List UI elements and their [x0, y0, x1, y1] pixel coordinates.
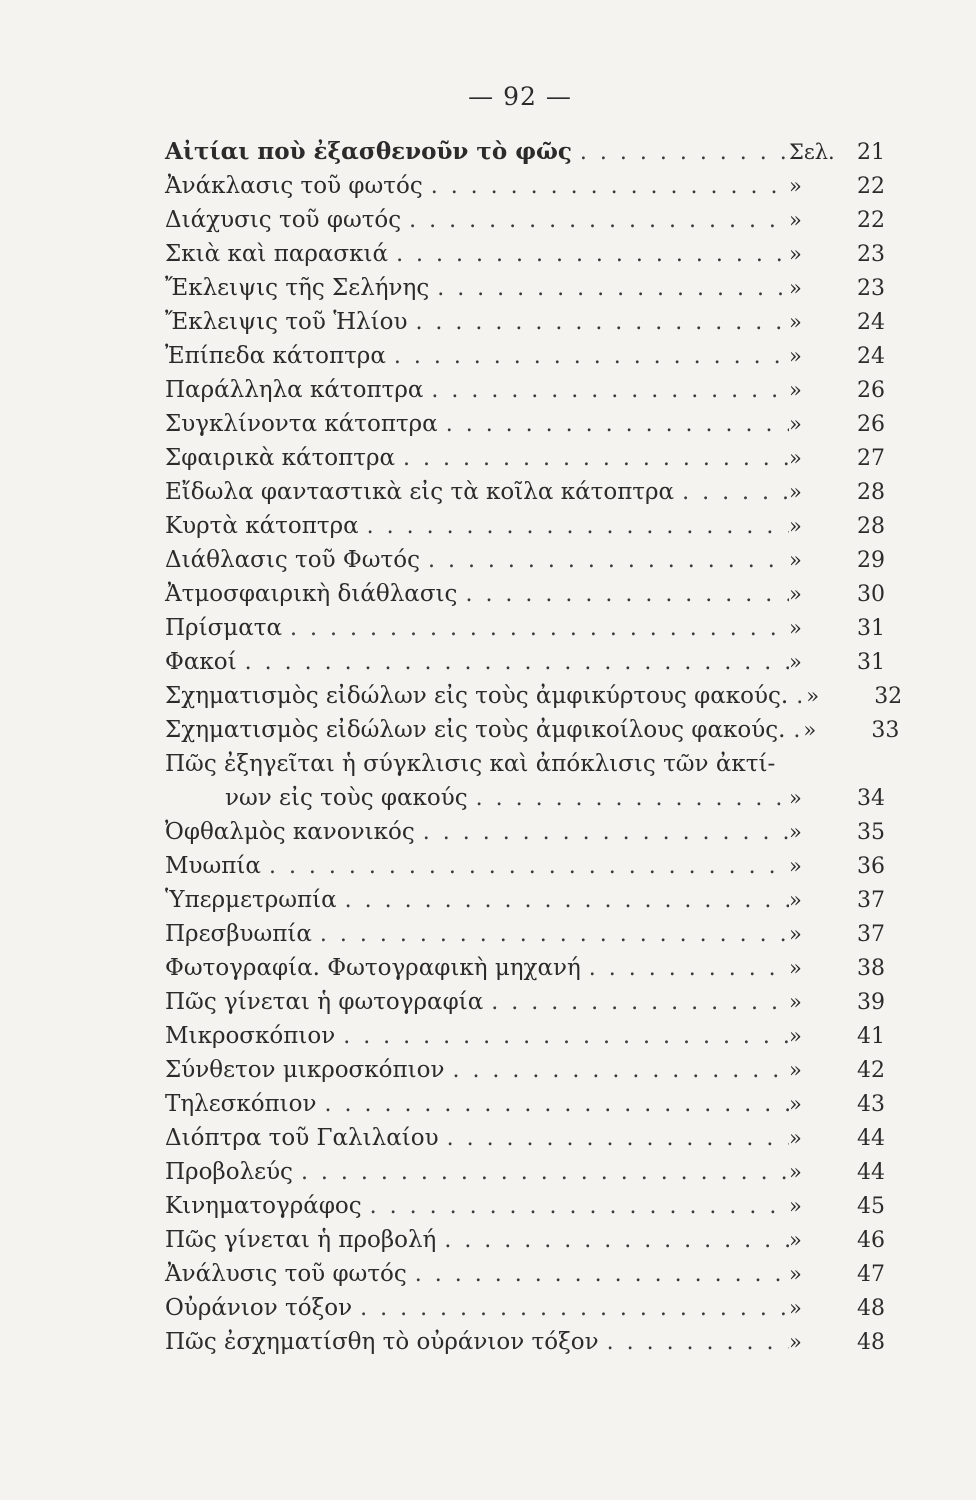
- toc-entry-page: 35: [857, 820, 885, 845]
- toc-entry-ditto: »: [789, 378, 802, 402]
- toc-entry: [165, 781, 885, 815]
- dot-leader: [415, 816, 789, 850]
- toc-entry: [165, 1291, 885, 1325]
- toc-entry-page: 36: [857, 854, 885, 879]
- toc-entry-title: Συγκλίνοντα κάτοπτρα: [165, 411, 438, 437]
- toc-entry: [165, 441, 885, 475]
- dot-leader: [317, 1088, 790, 1122]
- toc-entry: [165, 1087, 885, 1121]
- dot-leader: [785, 714, 803, 748]
- dot-leader: [362, 1190, 789, 1224]
- dot-leader: [457, 578, 789, 612]
- toc-entry-ditto: »: [789, 446, 802, 470]
- toc-entry-title: Σφαιρικὰ κάτοπτρα: [165, 445, 396, 471]
- toc-entry: [165, 1257, 885, 1291]
- toc-entry-ditto: »: [789, 1092, 802, 1116]
- toc-entry-ditto: »: [789, 514, 802, 538]
- toc-entry-title: Εἴδωλα φανταστικὰ εἰς τὰ κοῖλα κάτοπτρα: [165, 479, 675, 505]
- dot-leader: [407, 306, 789, 340]
- toc-entry-ditto: »: [803, 718, 817, 742]
- toc-entry-page: 27: [857, 446, 885, 471]
- toc-entry-title: νων εἰς τοὺς φακούς: [225, 785, 468, 811]
- toc-entry: [165, 1053, 885, 1087]
- toc-entry-page: 43: [857, 1092, 885, 1117]
- dot-leader: [407, 1258, 789, 1292]
- toc-entry-page: 44: [857, 1160, 885, 1185]
- toc-entry-ditto: »: [789, 956, 802, 980]
- toc-entry: [165, 1155, 885, 1189]
- toc-entry-ditto: »: [789, 1262, 802, 1286]
- toc-entry-title: Τηλεσκόπιον: [165, 1091, 317, 1117]
- toc-entry-title: Σχηματισμὸς εἰδώλων εἰς τοὺς ἀμφικοίλους φακούς.: [165, 717, 786, 743]
- toc-entry-title: Ἀνάκλασις τοῦ φωτός: [165, 173, 423, 199]
- toc-entry-title: Ὀφθαλμὸς κανονικός: [165, 819, 415, 845]
- toc-entry-ditto: »: [789, 1058, 802, 1082]
- toc-entry-title: Μυωπία: [165, 853, 261, 879]
- toc-entry: [165, 1325, 885, 1359]
- toc-entry-title: Κυρτὰ κάτοπτρα: [165, 513, 359, 539]
- toc-entry-title: Φωτογραφία. Φωτογραφικὴ μηχανή: [165, 955, 581, 981]
- toc-entry-title: Πῶς γίνεται ἡ προβολή: [165, 1227, 437, 1253]
- toc-entry: [165, 645, 885, 679]
- toc-entry-ditto: »: [789, 174, 802, 198]
- dot-leader: [483, 986, 789, 1020]
- toc-entry-title: Πρεσβυωπία: [165, 921, 312, 947]
- dot-leader: [420, 544, 789, 578]
- toc-entry-page: 38: [857, 956, 885, 981]
- toc-entry-title: Σκιὰ καὶ παρασκιά: [165, 241, 389, 267]
- toc-entry-ditto: »: [789, 548, 802, 572]
- toc-entry-page: 41: [857, 1024, 885, 1049]
- toc-entry: [165, 951, 885, 985]
- toc-entry: [165, 577, 885, 611]
- toc-entry-title: Ἀτμοσφαιρικὴ διάθλασις: [165, 581, 458, 607]
- toc-entry-ditto: »: [789, 786, 802, 810]
- toc-entry: [165, 135, 885, 169]
- toc-entry: [165, 747, 885, 781]
- toc-entry-ditto: Σελ.: [789, 140, 835, 164]
- toc-entry-title: Παράλληλα κάτοπτρα: [165, 377, 424, 403]
- dot-leader: [335, 1020, 789, 1054]
- toc-entry-page: 29: [857, 548, 885, 573]
- toc-entry-page: 46: [857, 1228, 885, 1253]
- toc-entry-page: 21: [857, 140, 885, 165]
- toc-entry-title: Μικροσκόπιον: [165, 1023, 336, 1049]
- toc-entry-ditto: »: [789, 582, 802, 606]
- toc-entry-ditto: »: [789, 1228, 802, 1252]
- toc-entry-title: Διόπτρα τοῦ Γαλιλαίου: [165, 1125, 439, 1151]
- toc-entry-page: 26: [857, 378, 885, 403]
- dot-leader: [439, 1122, 789, 1156]
- toc-entry: [165, 917, 885, 951]
- toc-entry-page: 33: [871, 718, 900, 743]
- toc-entry: [165, 237, 885, 271]
- dot-leader: [337, 884, 789, 918]
- toc-entry-page: 31: [857, 650, 885, 675]
- toc-entry-ditto: »: [789, 344, 802, 368]
- toc-entry-page: 22: [857, 174, 885, 199]
- toc-entry-title: Ὑπερμετρωπία: [165, 887, 337, 913]
- dot-leader: [674, 476, 789, 510]
- toc-entry-page: 37: [857, 888, 885, 913]
- dot-leader: [444, 1054, 789, 1088]
- dot-leader: [386, 340, 789, 374]
- toc-entry-title: Πῶς ἐσχηματίσθη τὸ οὐράνιον τόξον: [165, 1329, 599, 1355]
- toc-entry-ditto: »: [789, 1126, 802, 1150]
- toc-entry-title: Σχηματισμὸς εἰδώλων εἰς τοὺς ἀμφικύρτους φακούς.: [165, 683, 789, 709]
- toc-entry-ditto: »: [789, 480, 802, 504]
- toc-entry: [165, 407, 885, 441]
- toc-entry: [165, 611, 885, 645]
- toc-entry-title: Ἔκλειψις τῆς Σελήνης: [165, 275, 430, 301]
- toc-entry: [165, 373, 885, 407]
- toc-entry-ditto: »: [789, 1160, 802, 1184]
- dot-leader: [293, 1156, 789, 1190]
- toc-entry-ditto: »: [789, 922, 802, 946]
- table-of-contents: [165, 135, 903, 1359]
- toc-entry: [165, 883, 885, 917]
- toc-entry-ditto: »: [789, 888, 802, 912]
- toc-entry-ditto: »: [789, 650, 802, 674]
- toc-entry-page: 45: [857, 1194, 885, 1219]
- toc-entry: [165, 679, 903, 713]
- dot-leader: [401, 204, 789, 238]
- toc-entry-page: 31: [857, 616, 885, 641]
- toc-entry-ditto: »: [789, 412, 802, 436]
- toc-entry: [165, 985, 885, 1019]
- toc-entry-page: 28: [857, 514, 885, 539]
- toc-entry-page: 24: [857, 310, 885, 335]
- dot-leader: [581, 952, 789, 986]
- toc-entry: [165, 169, 885, 203]
- toc-entry: [165, 305, 885, 339]
- toc-entry-page: 42: [857, 1058, 885, 1083]
- dot-leader: [572, 136, 789, 170]
- toc-entry-ditto: »: [789, 208, 802, 232]
- dot-leader: [352, 1292, 789, 1326]
- dot-leader: [423, 170, 789, 204]
- toc-entry-title: Προβολεύς: [165, 1159, 293, 1185]
- toc-entry-title: Διάθλασις τοῦ Φωτός: [165, 547, 420, 573]
- toc-entry: [165, 1019, 885, 1053]
- dot-leader: [237, 646, 789, 680]
- toc-entry: [165, 339, 885, 373]
- toc-entry-page: 37: [857, 922, 885, 947]
- dot-leader: [312, 918, 789, 952]
- toc-entry-ditto: »: [789, 242, 802, 266]
- toc-entry-ditto: »: [806, 684, 820, 708]
- toc-entry-page: 22: [857, 208, 885, 233]
- dot-leader: [423, 374, 789, 408]
- toc-entry-title: Πῶς γίνεται ἡ φωτογραφία: [165, 989, 484, 1015]
- toc-entry-title: Διάχυσις τοῦ φωτός: [165, 207, 402, 233]
- dot-leader: [599, 1326, 789, 1360]
- toc-entry: [165, 543, 885, 577]
- toc-entry-title: Πρίσματα: [165, 615, 283, 641]
- toc-entry-title: Ἔκλειψις τοῦ Ἡλίου: [165, 309, 408, 335]
- toc-entry-page: 26: [857, 412, 885, 437]
- toc-entry-page: 47: [857, 1262, 885, 1287]
- toc-entry-page: 23: [857, 276, 885, 301]
- dot-leader: [359, 510, 789, 544]
- toc-entry: [165, 815, 885, 849]
- toc-entry-title: Ἀνάλυσις τοῦ φωτός: [165, 1261, 407, 1287]
- toc-entry-ditto: »: [789, 310, 802, 334]
- toc-entry: [165, 713, 900, 747]
- dot-leader: [429, 272, 789, 306]
- toc-entry: [165, 271, 885, 305]
- toc-entry-ditto: »: [789, 1296, 802, 1320]
- toc-entry-page: 28: [857, 480, 885, 505]
- toc-entry-ditto: »: [789, 1330, 802, 1354]
- toc-entry-page: 44: [857, 1126, 885, 1151]
- toc-entry-ditto: »: [789, 990, 802, 1014]
- dot-leader: [282, 612, 789, 646]
- toc-entry-page: 48: [857, 1296, 885, 1321]
- toc-entry-page: 23: [857, 242, 885, 267]
- toc-entry-title: Κινηματογράφος: [165, 1193, 362, 1219]
- toc-entry: [165, 849, 885, 883]
- toc-entry: [165, 475, 885, 509]
- toc-entry-ditto: »: [789, 1194, 802, 1218]
- toc-entry-page: 32: [874, 684, 903, 709]
- dot-leader: [788, 680, 806, 714]
- toc-entry-title: Πῶς ἐξηγεῖται ἡ σύγκλισις καὶ ἀπόκλισις τῶν ἀκτί-: [165, 751, 776, 777]
- toc-entry-ditto: »: [789, 820, 802, 844]
- toc-entry-title: Οὐράνιον τόξον: [165, 1295, 353, 1321]
- toc-entry-title: Αἰτίαι ποὺ ἐξασθενοῦν τὸ φῶς: [165, 138, 572, 165]
- toc-entry: [165, 1189, 885, 1223]
- toc-entry-page: 48: [857, 1330, 885, 1355]
- toc-entry: [165, 203, 885, 237]
- toc-entry: [165, 509, 885, 543]
- toc-entry-title: Ἐπίπεδα κάτοπτρα: [165, 343, 386, 369]
- dot-leader: [436, 1224, 789, 1258]
- dot-leader: [438, 408, 789, 442]
- dot-leader: [261, 850, 789, 884]
- toc-entry-title: Σύνθετον μικροσκόπιον: [165, 1057, 445, 1083]
- toc-entry-page: 39: [857, 990, 885, 1015]
- toc-entry-page: 24: [857, 344, 885, 369]
- toc-entry-ditto: »: [789, 276, 802, 300]
- toc-entry-ditto: »: [789, 616, 802, 640]
- toc-entry-page: 34: [857, 786, 885, 811]
- toc-entry-ditto: »: [789, 1024, 802, 1048]
- toc-entry-page: 30: [857, 582, 885, 607]
- dot-leader: [395, 442, 789, 476]
- dot-leader: [388, 238, 789, 272]
- toc-entry-title: Φακοί: [165, 649, 237, 675]
- toc-entry: [165, 1121, 885, 1155]
- page-number: — 92 —: [468, 82, 572, 111]
- toc-entry-ditto: »: [789, 854, 802, 878]
- toc-entry: [165, 1223, 885, 1257]
- dot-leader: [468, 782, 789, 816]
